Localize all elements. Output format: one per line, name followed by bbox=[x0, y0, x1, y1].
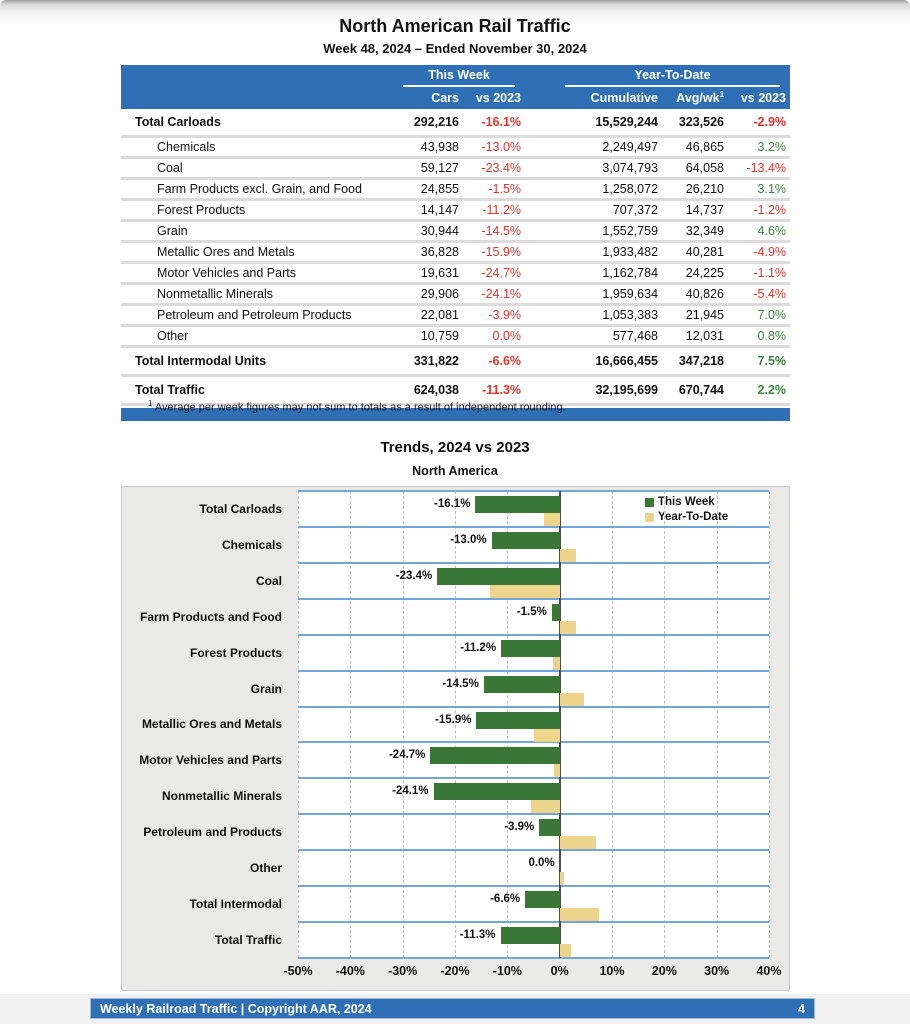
table-row: Coal 59,127 -23.4% 3,074,793 64,058 -13.4% bbox=[121, 158, 790, 179]
x-tick-label: 30% bbox=[704, 964, 730, 978]
page-title: North American Rail Traffic bbox=[339, 16, 571, 36]
chart-bar-ytd bbox=[560, 872, 564, 885]
chart-bar-ytd bbox=[560, 908, 599, 921]
table-row: Farm Products excl. Grain, and Food 24,855 -1.5% 1,258,072 26,210 3.1% bbox=[121, 179, 790, 200]
bar-value-label: -16.1% bbox=[433, 498, 471, 510]
table-body bbox=[121, 109, 790, 405]
band-separator-line bbox=[298, 813, 769, 815]
band-separator-line bbox=[298, 598, 769, 600]
rail-traffic-table bbox=[121, 65, 790, 406]
chart-bar-this-week bbox=[552, 604, 560, 621]
table-row: Petroleum and Petroleum Products 22,081 -3.9% 1,053,383 21,945 7.0% bbox=[121, 305, 790, 326]
chart-bar-this-week bbox=[525, 891, 560, 908]
chart-bar-ytd bbox=[560, 621, 576, 634]
bar-value-label: -1.5% bbox=[516, 605, 547, 618]
chart-bar-this-week bbox=[434, 783, 560, 800]
chart-title: Trends, 2024 vs 2023 bbox=[380, 439, 530, 456]
x-tick-label: -20% bbox=[440, 964, 470, 978]
chart-bar-ytd bbox=[560, 836, 597, 849]
table-row: Other 10,759 0.0% 577,468 12,031 0.8% bbox=[121, 326, 790, 347]
table-row: Motor Vehicles and Parts 19,631 -24.7% 1,162,784 24,225 -1.1% bbox=[121, 263, 790, 284]
table-row: Total Intermodal Units 331,822 -6.6% 16,666,455 347,218 7.5% bbox=[121, 347, 790, 376]
band-separator-line bbox=[298, 562, 769, 564]
header-spacer bbox=[121, 65, 393, 89]
chart-category-label: Grain bbox=[250, 681, 282, 696]
x-tick-label: -40% bbox=[335, 964, 365, 978]
chart-bar-ytd bbox=[534, 729, 560, 742]
bar-value-label: -24.7% bbox=[388, 749, 426, 762]
traffic-table-wrap bbox=[121, 65, 790, 421]
column-header-ytd-vs2023: vs 2023 bbox=[728, 89, 790, 109]
x-tick-label: -10% bbox=[492, 964, 522, 978]
chart-x-axis bbox=[283, 961, 782, 983]
chart-legend bbox=[645, 496, 728, 523]
chart-bar-ytd bbox=[560, 549, 577, 562]
chart-bar-ytd bbox=[544, 513, 559, 526]
bar-value-label: -6.6% bbox=[490, 893, 521, 906]
chart-bar-ytd bbox=[490, 585, 560, 598]
band-separator-line bbox=[298, 957, 769, 959]
x-tick-label: 20% bbox=[651, 964, 677, 978]
table-row: Forest Products 14,147 -11.2% 707,372 14,737 -1.2% bbox=[121, 200, 790, 221]
band-separator-line bbox=[298, 526, 769, 528]
chart-bar-ytd bbox=[560, 693, 584, 706]
chart-category-label: Other bbox=[249, 861, 282, 876]
bar-value-label: -13.0% bbox=[450, 533, 487, 546]
column-header-avgwk: Avg/$wk^1$ bbox=[662, 89, 728, 109]
bar-value-label: -24.1% bbox=[392, 785, 429, 798]
chart-bar-ytd bbox=[531, 800, 559, 813]
chart-plot bbox=[298, 491, 769, 958]
chart-bar-this-week bbox=[501, 927, 560, 944]
footer-text: Weekly Railroad Traffic | Copyright AAR, 2024 bbox=[100, 1001, 372, 1016]
group-header-ytd: Year-To-Date bbox=[555, 65, 790, 89]
ytd-swatch-icon bbox=[645, 513, 654, 522]
group-header-this-week: This Week bbox=[393, 65, 525, 89]
chart-category-label: Total Traffic bbox=[214, 933, 282, 948]
chart-bar-this-week bbox=[437, 568, 559, 585]
footer-bar bbox=[90, 998, 815, 1019]
trends-bar-chart bbox=[121, 486, 790, 991]
bar-value-label: -11.2% bbox=[460, 641, 497, 654]
table-footnote: $^1$ Average per week figures may not sum to totals as a result of independent rounding. bbox=[148, 399, 566, 414]
band-separator-line bbox=[298, 634, 769, 636]
x-tick-label: 10% bbox=[599, 964, 625, 978]
gridline bbox=[769, 491, 770, 958]
column-header-cumulative: Cumulative bbox=[555, 89, 662, 109]
band-separator-line bbox=[298, 921, 769, 923]
bar-value-label: -3.9% bbox=[504, 821, 535, 834]
band-separator-line bbox=[298, 670, 769, 672]
chart-bar-this-week bbox=[484, 676, 560, 693]
chart-bar-this-week bbox=[492, 532, 560, 549]
x-tick-label: 0% bbox=[550, 964, 569, 978]
chart-subtitle: North America bbox=[412, 464, 498, 478]
band-separator-line bbox=[298, 706, 769, 708]
table-header bbox=[121, 65, 790, 109]
bar-value-label: -15.9% bbox=[435, 713, 472, 726]
chart-category-label: Petroleum and Products bbox=[143, 825, 282, 840]
bar-value-label: -11.3% bbox=[459, 929, 496, 942]
band-separator-line bbox=[298, 777, 769, 779]
chart-bar-this-week bbox=[539, 819, 559, 836]
header-gap bbox=[525, 89, 555, 109]
footer-page-number: 4 bbox=[798, 1001, 805, 1016]
table-row: Metallic Ores and Metals 36,828 -15.9% 1,933,482 40,281 -4.9% bbox=[121, 242, 790, 263]
chart-bar-ytd bbox=[560, 944, 572, 957]
bar-value-label: -23.4% bbox=[395, 569, 433, 582]
band-separator-line bbox=[298, 741, 769, 743]
band-separator-line bbox=[298, 885, 769, 887]
chart-category-label: Total Carloads bbox=[199, 501, 282, 516]
table-row: Grain 30,944 -14.5% 1,552,759 32,349 4.6% bbox=[121, 221, 790, 242]
band-separator-line bbox=[298, 849, 769, 851]
chart-bar-this-week bbox=[475, 496, 559, 513]
header-gap bbox=[525, 65, 555, 89]
chart-category-label: Motor Vehicles and Parts bbox=[139, 753, 282, 768]
legend-item-this-week: This Week bbox=[645, 496, 728, 508]
page-subtitle: Week 48, 2024 – Ended November 30, 2024 bbox=[323, 41, 587, 56]
chart-bar-ytd bbox=[553, 657, 559, 670]
chart-category-label: Nonmetallic Minerals bbox=[161, 789, 282, 804]
table-row: Nonmetallic Minerals 29,906 -24.1% 1,959,634 40,826 -5.4% bbox=[121, 284, 790, 305]
legend-item-ytd: Year-To-Date bbox=[645, 511, 728, 523]
chart-category-label: Metallic Ores and Metals bbox=[141, 717, 282, 732]
chart-category-label: Total Intermodal bbox=[189, 897, 282, 912]
chart-category-label: Farm Products and Food bbox=[139, 609, 282, 624]
column-header-week-vs2023: vs 2023 bbox=[463, 89, 525, 109]
chart-bar-this-week bbox=[430, 747, 559, 764]
band-separator-line bbox=[298, 490, 769, 492]
bar-value-label: -14.5% bbox=[442, 677, 479, 690]
column-header-cars: Cars bbox=[393, 89, 463, 109]
header-spacer bbox=[121, 89, 393, 109]
bar-value-label: 0.0% bbox=[528, 857, 555, 870]
chart-category-label: Chemicals bbox=[221, 537, 282, 552]
chart-bar-ytd bbox=[554, 764, 560, 777]
table-row: Chemicals 43,938 -13.0% 2,249,497 46,865 3.2% bbox=[121, 137, 790, 158]
this-week-swatch-icon bbox=[645, 498, 654, 507]
x-tick-label: -50% bbox=[283, 964, 313, 978]
chart-bar-this-week bbox=[476, 712, 559, 729]
table-row: Total Carloads 292,216 -16.1% 15,529,244 323,526 -2.9% bbox=[121, 109, 790, 137]
chart-category-label: Forest Products bbox=[189, 645, 282, 660]
chart-category-label: Coal bbox=[255, 573, 282, 588]
table-row: Total Traffic 624,038 -11.3% 32,195,699 670,744 2.2% bbox=[121, 376, 790, 405]
x-tick-label: 40% bbox=[756, 964, 782, 978]
x-tick-label: -30% bbox=[388, 964, 418, 978]
chart-category-labels bbox=[122, 491, 294, 958]
chart-bar-this-week bbox=[501, 640, 560, 657]
